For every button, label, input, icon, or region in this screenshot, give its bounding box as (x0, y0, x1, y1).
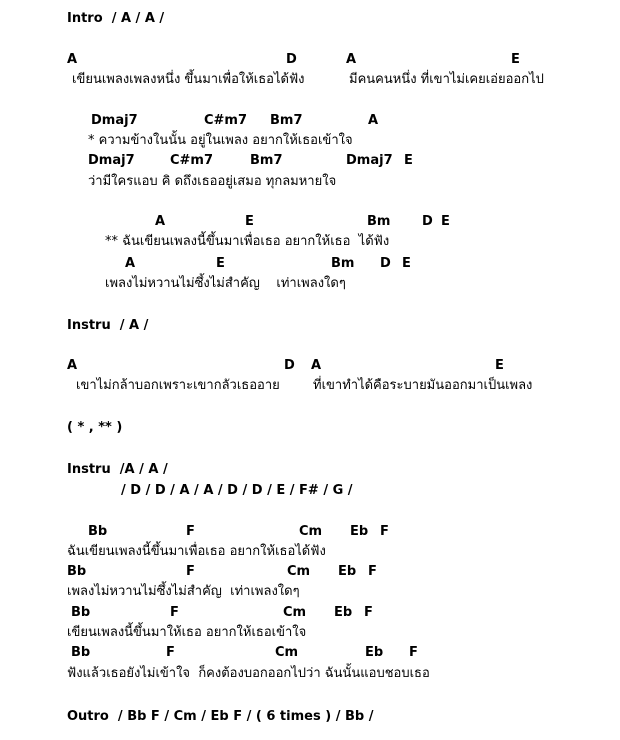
chord: Eb (365, 645, 384, 660)
chord: F (368, 564, 377, 579)
outro-line: Outro / Bb F / Cm / Eb F / ( 6 times ) / Bb / (67, 709, 374, 724)
chord: Cm (283, 605, 307, 620)
chord: E (441, 214, 450, 229)
chord: E (245, 214, 254, 229)
chord: Dmaj7 (88, 153, 135, 168)
lyric-line: ฟังแล้วเธอยังไม่เข้าใจ ก็คงต้องบอกออกไปว่า ฉันนั้นแอบชอบเธอ (67, 666, 430, 681)
chord: Bm7 (270, 113, 303, 128)
chord: A (67, 358, 78, 373)
chord: A (125, 256, 136, 271)
chord: F (380, 524, 389, 539)
chord: E (511, 52, 520, 67)
lyric-line: มีคนคนหนึ่ง ที่เขาไม่เคยเอ่ยออกไป (349, 72, 544, 87)
chord: F (166, 645, 175, 660)
chord: A (67, 52, 78, 67)
chord: F (186, 524, 195, 539)
instru-progression: / D / D / A / A / D / D / E / F# / G / (121, 483, 353, 498)
chord: Cm (299, 524, 323, 539)
chord: Bb (71, 605, 91, 620)
chord: F (409, 645, 418, 660)
chord: D (286, 52, 297, 67)
chord: Eb (334, 605, 353, 620)
chord: D (284, 358, 295, 373)
chord: Cm (287, 564, 311, 579)
chord: Bb (88, 524, 108, 539)
chord: Cm (275, 645, 299, 660)
chord: E (404, 153, 413, 168)
lyric-line: เพลงไม่หวานไม่ซึ้งไม่สำคัญ เท่าเพลงใดๆ (105, 276, 346, 291)
chord: D (422, 214, 433, 229)
lyric-line: เขาไม่กล้าบอกเพราะเขากลัวเธออาย (76, 378, 280, 393)
lyric-line: * ความข้างในนั้น อยู่ในเพลง อยากให้เธอเข้าใจ (88, 133, 353, 148)
intro-line: Intro / A / A / (67, 11, 165, 26)
chord: Bm (331, 256, 355, 271)
chord: Bb (71, 645, 91, 660)
chord: D (380, 256, 391, 271)
chord: F (364, 605, 373, 620)
chord: A (368, 113, 379, 128)
lyric-line: ฉันเขียนเพลงนี้ขึ้นมาเพื่อเธอ อยากให้เธอได้ฟัง (67, 544, 326, 559)
chord: Eb (350, 524, 369, 539)
lyric-line: ว่ามีใครแอบ คิ ดถึงเธออยู่เสมอ ทุกลมหายใจ (88, 174, 337, 189)
lyric-line: เขียนเพลงเพลงหนึ่ง ขึ้นมาเพื่อให้เธอได้ฟัง (72, 72, 305, 87)
instru-line: Instru / A / (67, 318, 149, 333)
lyric-line: เพลงไม่หวานไม่ซึ้งไม่สำคัญ เท่าเพลงใดๆ (67, 584, 300, 599)
lyric-line: เขียนเพลงนี้ขึ้นมาให้เธอ อยากให้เธอเข้าใจ (67, 625, 307, 640)
chord: E (402, 256, 411, 271)
chord: Dmaj7 (346, 153, 393, 168)
chord: E (495, 358, 504, 373)
chord: E (216, 256, 225, 271)
chord: Bm (367, 214, 391, 229)
lyric-line: ** ฉันเขียนเพลงนี้ขึ้นมาเพื่อเธอ อยากให้เธอ ได้ฟัง (105, 234, 390, 249)
chord: A (346, 52, 357, 67)
chord: Dmaj7 (91, 113, 138, 128)
chord: A (311, 358, 322, 373)
chord: Bb (67, 564, 87, 579)
chord: A (155, 214, 166, 229)
lyric-line: ที่เขาทำได้คือระบายมันออกมาเป็นเพลง (313, 378, 533, 393)
chord: C#m7 (170, 153, 214, 168)
instru-line: Instru /A / A / (67, 462, 168, 477)
repeat-marker: ( * , ** ) (67, 420, 123, 435)
chord: F (170, 605, 179, 620)
chord: Eb (338, 564, 357, 579)
chord: Bm7 (250, 153, 283, 168)
chord: C#m7 (204, 113, 248, 128)
chord: F (186, 564, 195, 579)
